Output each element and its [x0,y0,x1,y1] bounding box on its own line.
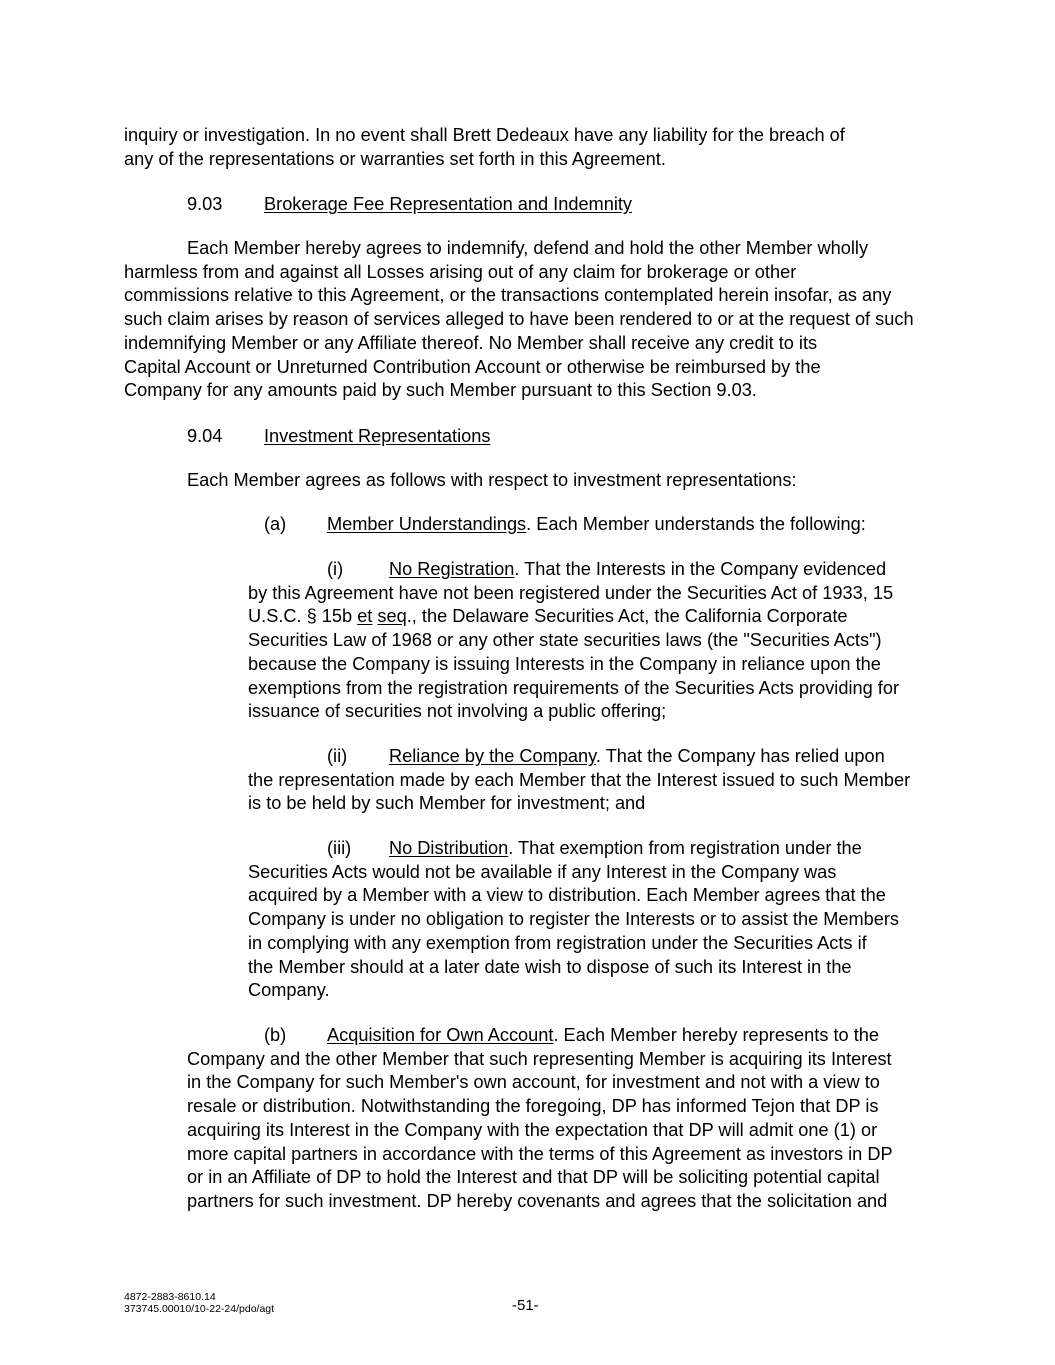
page-number: -51- [512,1297,539,1314]
usc-citation: U.S.C. § 15b [248,606,358,627]
section-9-04-intro: Each Member agrees as follows with respect to investment representations: [187,470,797,490]
paragraph-line: issuance of securities not involving a public offering; [248,701,667,722]
item-i-first-rest: . That the Interests in the Company evidenced [514,559,887,579]
subsection-b-first-rest: . Each Member hereby represents to the [553,1025,879,1045]
paragraph-line: acquired by a Member with a view to distribution. Each Member agrees that the [248,885,886,906]
subsection-a-title: Member Understandings [327,514,527,534]
item-ii-first-rest: . That the Company has relied upon [595,746,885,766]
paragraph-line: exemptions from the registration requirements of the Securities Acts providing for [248,677,900,698]
paragraph-line: Securities Law of 1968 or any other state securities laws (the "Securities Acts") [248,630,882,651]
subsection-b-first-line [187,1024,893,1048]
item-i-first-line [248,558,899,582]
section-heading-9-04: Investment Representations [264,426,491,446]
section-9-03-paragraph [124,237,914,403]
item-i-paragraph [248,558,899,724]
paragraph-line: such claim arises by reason of services alleged to have been rendered to or at the request of such [124,309,914,330]
paragraph-line: Company. [248,980,330,1001]
item-iii-title: No Distribution [389,838,509,858]
paragraph-line: indemnifying Member or any Affiliate thereof. No Member shall receive any credit to its [124,332,818,353]
item-ii-paragraph [248,745,910,816]
paragraph-line: acquiring its Interest in the Company with the expectation that DP will admit one (1) or [187,1119,878,1140]
item-ii-title: Reliance by the Company [389,746,596,766]
paragraph-line: is to be held by such Member for investment; and [248,793,646,814]
paragraph-line: more capital partners in accordance with the terms of this Agreement as investors in DP [187,1143,893,1164]
item-iii-label: (iii) [327,838,352,858]
item-ii-label: (ii) [327,746,348,766]
item-ii-first-line [248,745,910,769]
item-i-label: (i) [327,559,344,579]
subsection-a-heading [327,513,866,537]
footer-doc-id: 4872-2883-8610.14 [124,1291,216,1303]
paragraph-line: partners for such investment. DP hereby covenants and agrees that the solicitation and [187,1190,888,1211]
footer-doc-info [124,1291,274,1315]
section-heading-9-03: Brokerage Fee Representation and Indemnity [264,194,633,214]
subsection-a-text: . Each Member understands the following: [526,514,866,534]
paragraph-line: in complying with any exemption from registration under the Securities Acts if [248,932,867,953]
paragraph-line: harmless from and against all Losses arising out of any claim for brokerage or other [124,261,797,282]
item-i-title: No Registration [389,559,515,579]
footer-matter-code: 373745.00010/10-22-24/pdo/agt [124,1303,275,1315]
citation-rest: ., the Delaware Securities Act, the California Corporate [406,606,848,627]
subsection-b-title: Acquisition for Own Account [327,1025,554,1045]
paragraph-line: Capital Account or Unreturned Contribution Account or otherwise be reimbursed by the [124,356,821,377]
subsection-b-paragraph [187,1024,893,1214]
intro-line-2: any of the representations or warranties set forth in this Agreement. [124,149,666,169]
item-iii-first-rest: . That exemption from registration under the [508,838,862,858]
section-number-9-03: 9.03 [187,194,223,214]
subsection-b-label: (b) [264,1025,287,1045]
intro-line-1: inquiry or investigation. In no event shall Brett Dedeaux have any liability for the breach of [124,125,845,145]
paragraph-line: Securities Acts would not be available if any Interest in the Company was [248,861,837,882]
paragraph-line: Company is under no obligation to register the Interests or to assist the Members [248,909,900,930]
item-iii-paragraph [248,837,899,1003]
paragraph-line: or in an Affiliate of DP to hold the Interest and that DP will be soliciting potential capital [187,1167,880,1188]
paragraph-line: in the Company for such Member's own account, for investment and not with a view to [187,1072,880,1093]
paragraph-line: because the Company is issuing Interests in the Company in reliance upon the [248,653,881,674]
paragraph-line: the representation made by each Member that the Interest issued to such Member [248,769,911,790]
item-iii-first-line [248,837,899,861]
seq-abbrev: seq [377,606,407,627]
paragraph-line: by this Agreement have not been registered under the Securities Act of 1933, 15 [248,582,894,603]
paragraph-line: Company for any amounts paid by such Member pursuant to this Section 9.03. [124,380,757,401]
item-i-line-3 [248,605,899,629]
paragraph-line: the Member should at a later date wish to dispose of such its Interest in the [248,956,852,977]
et-abbrev: et [357,606,373,627]
subsection-a-label: (a) [264,514,287,534]
paragraph-line: resale or distribution. Notwithstanding the foregoing, DP has informed Tejon that DP is [187,1096,879,1117]
paragraph-line: Each Member hereby agrees to indemnify, defend and hold the other Member wholly [187,238,869,258]
section-number-9-04: 9.04 [187,426,223,446]
paragraph-line: commissions relative to this Agreement, or the transactions contemplated herein insofar, as any [124,285,892,306]
paragraph-line: Company and the other Member that such representing Member is acquiring its Interest [187,1048,892,1069]
